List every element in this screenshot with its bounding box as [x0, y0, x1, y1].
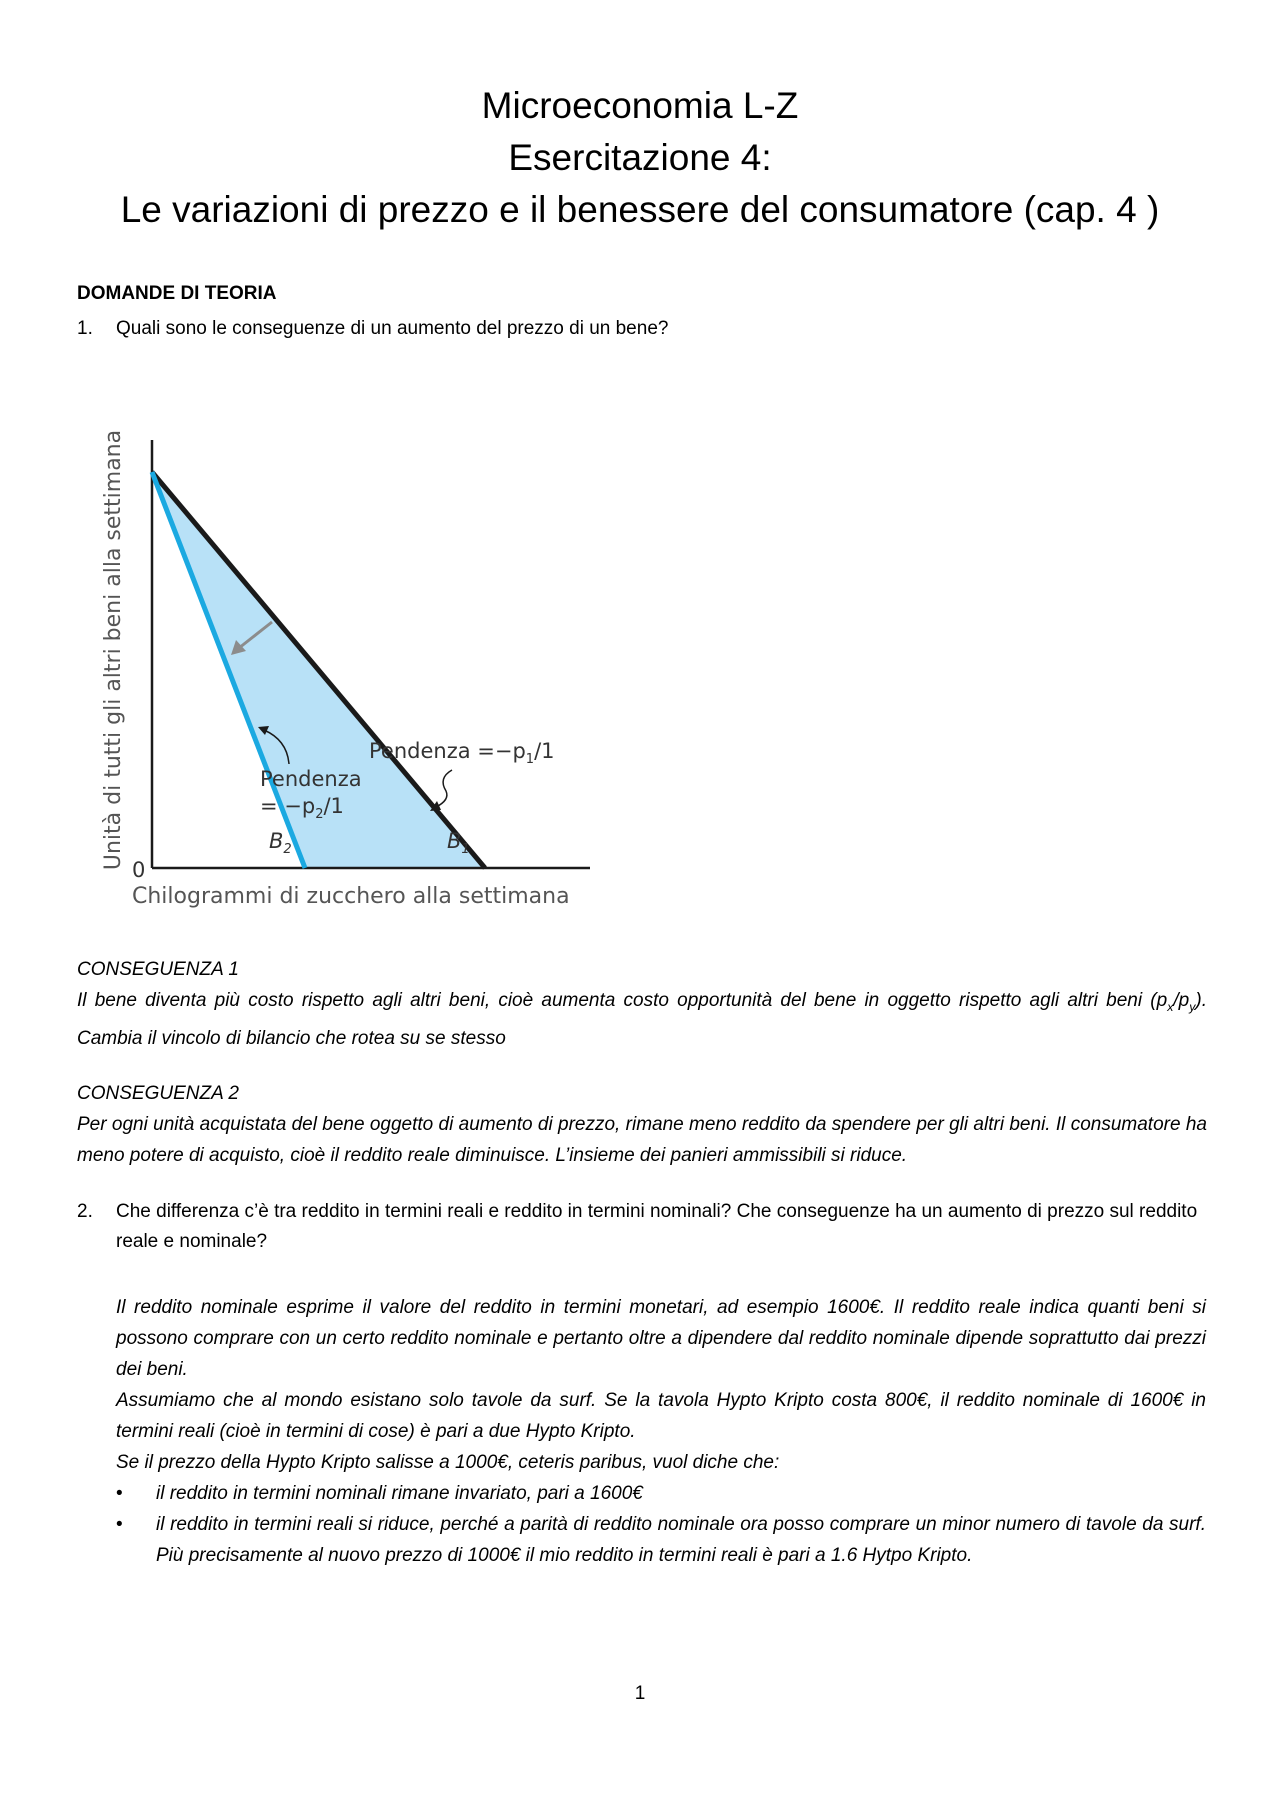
- budget-constraint-figure: [95, 380, 635, 915]
- question-1-number: 1.: [77, 318, 93, 339]
- title-course: Microeconomia L-Z: [481, 85, 799, 126]
- section-heading: DOMANDE DI TEORIA: [77, 283, 277, 304]
- b2-label: $B_2$: [269, 829, 292, 857]
- slope1-label: Pendenza $=-p_1/1$: [369, 739, 555, 767]
- y-axis-label: Unità di tutti gli altri beni alla settimana: [101, 429, 126, 871]
- answer-2-bullet-list: [116, 1478, 1206, 1571]
- slope1-pointer-arrow: [436, 770, 452, 807]
- question-1: [77, 314, 1201, 344]
- consequence-2: [77, 1078, 1207, 1171]
- consequence-2-heading: CONSEGUENZA 2: [77, 1083, 239, 1104]
- question-1-text: Quali sono le conseguenze di un aumento del prezzo di un bene?: [116, 318, 669, 339]
- question-2-text: Che differenza c’è tra reddito in termini reali e reddito in termini nominali? Che conseguenze ha un aumento di prezzo sul reddito reale e nominale?: [116, 1201, 1198, 1252]
- origin-label: 0: [132, 858, 146, 882]
- consequence-1-heading: CONSEGUENZA 1: [77, 959, 239, 980]
- consequence-1-text: Il bene diventa più costo rispetto agli altri beni, cioè aumenta costo opportunità del bene in oggetto rispetto agli altri beni $(p_x/p_y)$. Cambia il vincolo di bilancio che rotea su se stesso: [77, 990, 1207, 1049]
- page-number: 1: [634, 1683, 646, 1704]
- title-exercise: Esercitazione 4:: [508, 137, 772, 178]
- question-2: [77, 1197, 1201, 1257]
- x-axis-label: Chilogrammi di zucchero alla settimana: [132, 884, 570, 909]
- question-2-number: 2.: [77, 1201, 93, 1222]
- b1-label: $B_1$: [447, 829, 470, 857]
- answer-2-paragraph-3: Se il prezzo della Hypto Kripto salisse a 1000€, ceteris paribus, vuol diche che:: [116, 1452, 780, 1473]
- answer-2-paragraph-2: Assumiamo che al mondo esistano solo tavole da surf. Se la tavola Hypto Kripto costa 800€, il reddito nominale di 1600€ in termini reali (cioè in termini di cose) è pari a due Hypto Kripto.: [116, 1390, 1206, 1442]
- answer-2: [116, 1292, 1206, 1571]
- consequence-2-text: Per ogni unità acquistata del bene oggetto di aumento di prezzo, rimane meno reddito da spendere per gli altri beni. Il consumatore ha meno potere di acquisto, cioè il reddito reale diminuisce. L’insieme dei panieri ammissibili si riduce.: [77, 1114, 1207, 1166]
- slope2-label: Pendenza: [260, 767, 362, 791]
- title-topic: Le variazioni di prezzo e il benessere del consumatore (cap. 4 ): [120, 189, 1160, 230]
- slope2-formula: = $-p_2/1$: [260, 794, 344, 822]
- document-title: [0, 80, 1280, 236]
- list-item: • il reddito in termini nominali rimane invariato, pari a 1600€: [116, 1478, 1206, 1509]
- answer-2-paragraph-1: Il reddito nominale esprime il valore del reddito in termini monetari, ad esempio 1600€. Il reddito reale indica quanti beni si possono comprare con un certo reddito nominale e pertanto oltre a dipendere dal reddito nominale dipende soprattutto dai prezzi dei beni.: [116, 1297, 1206, 1380]
- consequence-1: [77, 954, 1207, 1054]
- list-item: • il reddito in termini reali si riduce, perché a parità di reddito nominale ora posso comprare un minor numero di tavole da surf. Più precisamente al nuovo prezzo di 1000€ il mio reddito in termini reali è pari a 1.6 Hytpo Kripto.: [116, 1509, 1206, 1571]
